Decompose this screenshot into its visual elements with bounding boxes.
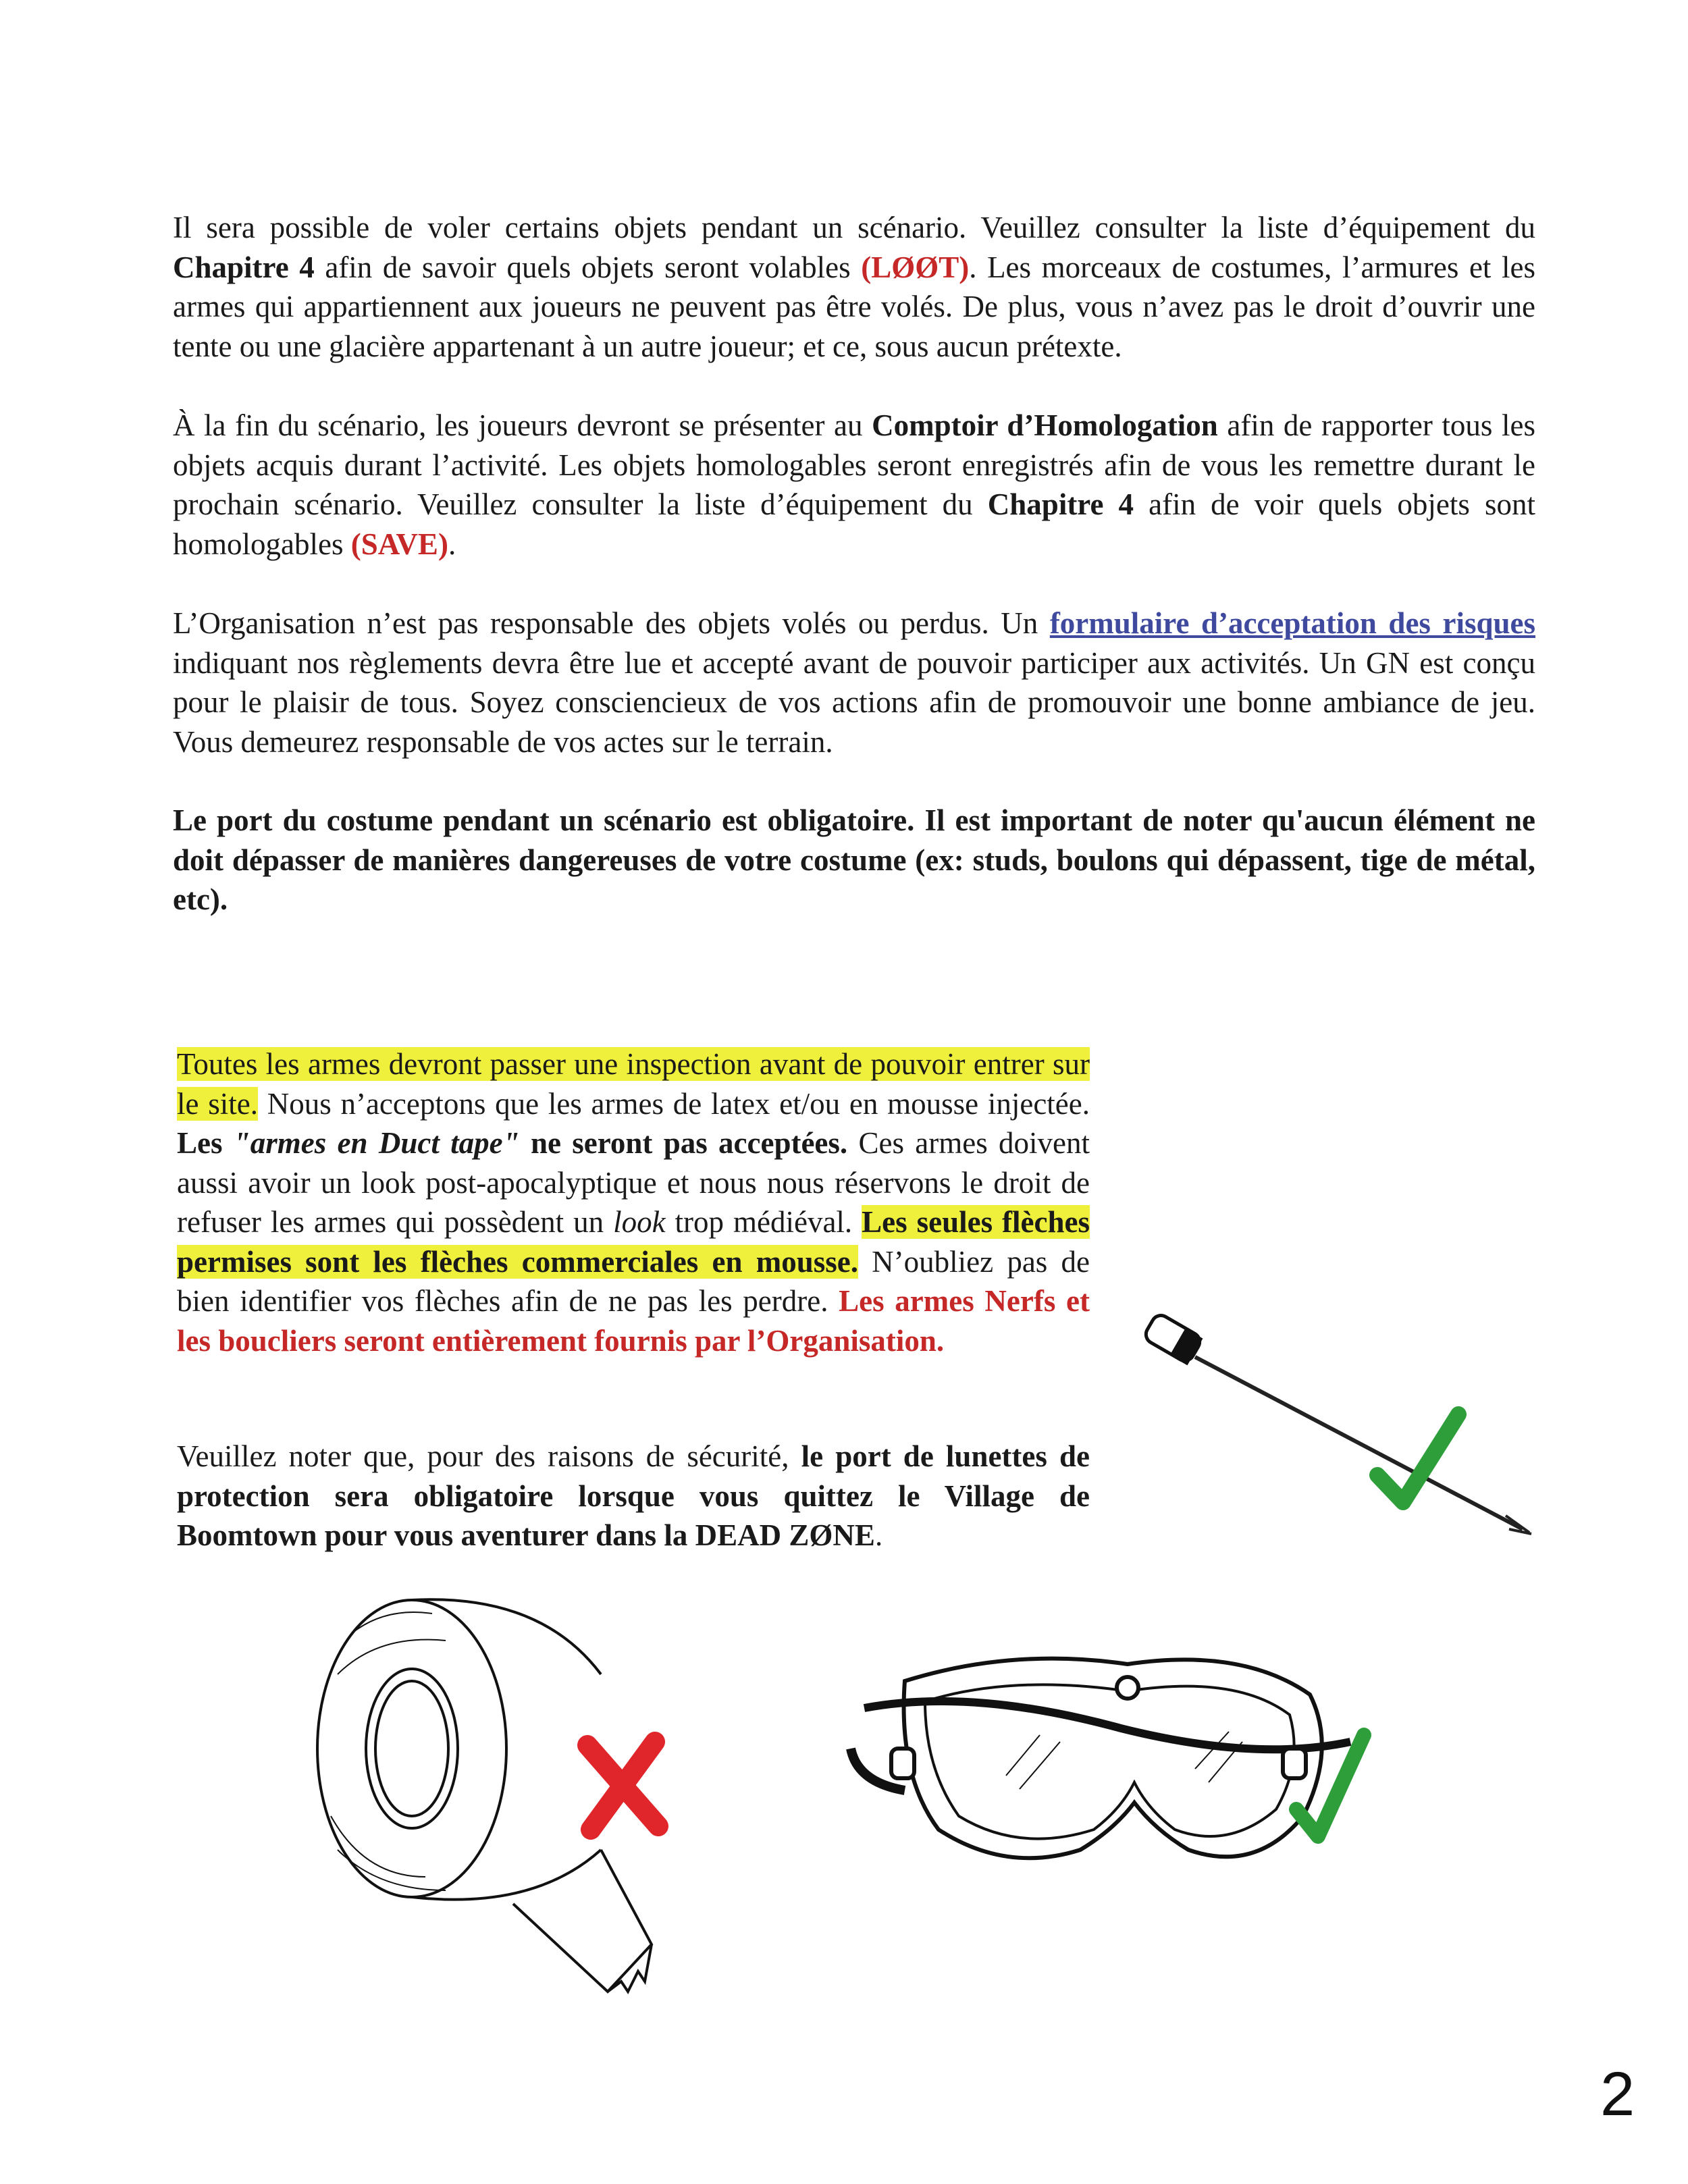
paragraph-responsibility: L’Organisation n’est pas responsable des objets volés ou perdus. Un formulaire d’acceptation des risques indiquant nos règlements devra être lue et accepté avant de pouvoir participer aux activités. Un GN est conçu pour le plaisir de tous. Soyez consciencieux de vos actions afin de promouvoir une bonne ambiance de jeu. Vous demeurez responsable de vos actes sur le terrain. (173, 606, 1535, 759)
goggles-illustration (837, 1634, 1391, 1931)
cross-icon (587, 1742, 658, 1830)
risk-form-link[interactable]: formulaire d’acceptation des risques (1049, 606, 1535, 640)
paragraph-goggles: Veuillez noter que, pour des raisons de sécurité, le port de lunettes de protection sera obligatoire lorsque vous quittez le Village de Boomtown pour vous aventurer dans la DEAD ZØNE. (177, 1439, 1090, 1552)
nerf-notice: Les armes Nerfs et les boucliers seront entièrement fournis par l’Organisation. (177, 1284, 1090, 1358)
chapter-4-ref: Chapitre 4 (987, 487, 1134, 521)
paragraph-theft-rules: Il sera possible de voler certains objets pendant un scénario. Veuillez consulter la liste d’équipement du Chapitre 4 afin de savoir quels objets seront volables (LØØT). Les morceaux de costumes, l’armures et les armes qui appartiennent aux joueurs ne peuvent pas être volés. De plus, vous n’avez pas le droit d’ouvrir une tente ou une glacière appartenant à un autre joueur; et ce, sous aucun prétexte. (173, 211, 1535, 363)
page-number: 2 (1600, 2060, 1635, 2129)
comptoir-homologation: Comptoir d’Homologation (872, 408, 1218, 442)
highlight-inspection: Toutes les armes devront passer une inspection avant de pouvoir entrer sur le site. (177, 1047, 1090, 1121)
safety-goggles (851, 1659, 1350, 1859)
duct-tape-illustration (311, 1593, 743, 2019)
paragraph-weapons: Toutes les armes devront passer une inspection avant de pouvoir entrer sur le site. Nous n’acceptons que les armes de latex et/ou en mousse injectée. Les "armes en Duct tape" ne seront pas acceptées. Ces armes doivent aussi avoir un look post-apocalyptique et nous nous réservons le droit de refuser les armes qui possèdent un look trop médiéval. Les seules flèches permises sont les flèches commerciales en mousse. N’oubliez pas de bien identifier vos flèches afin de ne pas les perdre. Les armes Nerfs et les boucliers seront entièrement fournis par l’Organisation. (177, 1047, 1090, 1358)
paragraph-homologation: À la fin du scénario, les joueurs devront se présenter au Comptoir d’Homologation afin de rapporter tous les objets acquis durant l’activité. Les objets homologables seront enregistrés afin de vous les remettre durant le prochain scénario. Veuillez consulter la liste d’équipement du Chapitre 4 afin de voir quels objets sont homologables (SAVE). (173, 408, 1535, 561)
chapter-4-ref: Chapitre 4 (173, 250, 315, 284)
loot-tag: (LØØT) (861, 250, 970, 284)
highlight-arrows: Les seules flèches permises sont les flèches commerciales en mousse. (177, 1205, 1090, 1279)
duct-tape-roll (317, 1599, 652, 1992)
save-tag: (SAVE) (350, 527, 448, 561)
foam-arrow (1142, 1312, 1531, 1534)
foam-arrow-illustration (1141, 1296, 1539, 1539)
paragraph-costume: Le port du costume pendant un scénario est obligatoire. Il est important de noter qu'aucun élément ne doit dépasser de manières dangereuses de votre costume (ex: studs, boulons qui dépassent, tige de métal, etc). (173, 803, 1535, 916)
